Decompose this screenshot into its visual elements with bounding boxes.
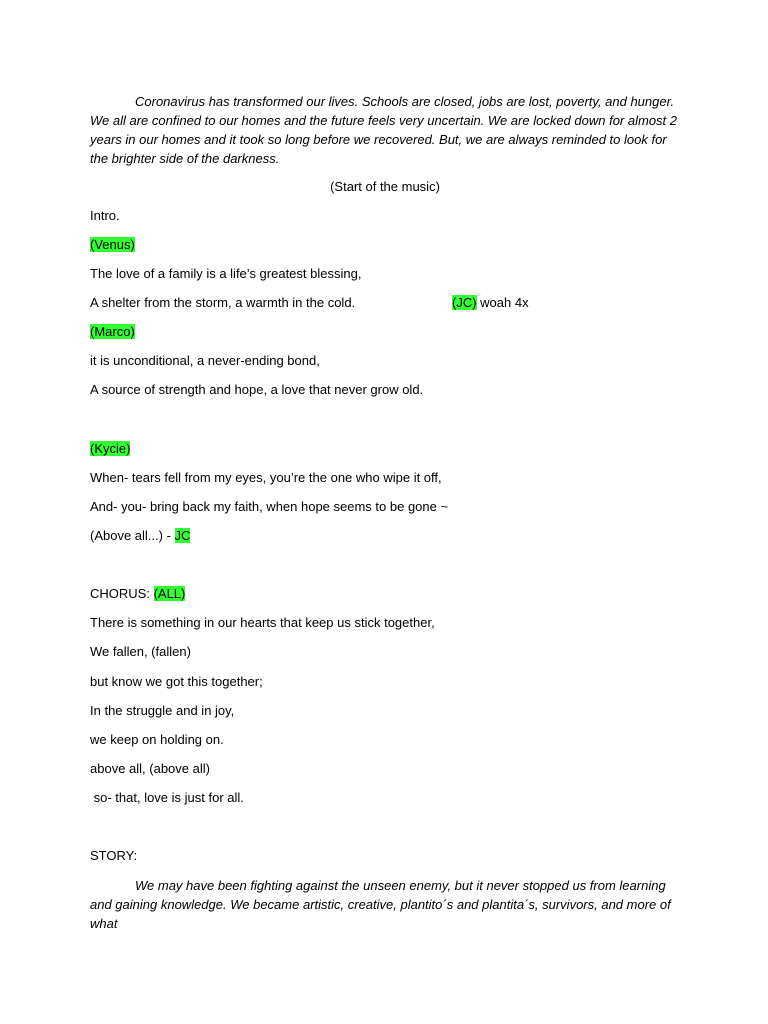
side-note [452, 294, 529, 311]
chorus-line: There is something in our hearts that keep us stick together, [90, 615, 435, 630]
singer-tag: (Marco) [90, 324, 135, 339]
lyric-line: The love of a family is a life’s greatest blessing, [90, 266, 362, 281]
singer-venus [90, 236, 135, 253]
music-note: (Start of the music) [330, 179, 440, 194]
chorus-line: above all, (above all) [90, 761, 210, 776]
chorus-line: but know we got this together; [90, 674, 263, 689]
chorus-title: CHORUS: [90, 586, 154, 601]
singer-tag: (Kycie) [90, 441, 131, 456]
chorus-label [90, 585, 185, 602]
lyric-line: And- you- bring back my faith, when hope seems to be gone ~ [90, 499, 449, 514]
lyric-text: (Above all...) - [90, 528, 175, 543]
chorus-line: we keep on holding on. [90, 732, 224, 747]
singer-tag: JC [174, 528, 191, 543]
singer-tag: (JC) [452, 295, 477, 310]
chorus-line: so- that, love is just for all. [90, 790, 244, 805]
intro-paragraph: Coronavirus has transformed our lives. Schools are closed, jobs are lost, poverty, and hunger. We all are confined to our homes and the future feels very uncertain. We are locked down for almost 2 years in our homes and it took so long before we recovered. But, we are always reminded to look for the brighter side of the darkness. [90, 94, 677, 166]
document-body [90, 92, 680, 168]
side-note-text: woah 4x [476, 295, 529, 310]
lyric-line: A source of strength and hope, a love that never grow old. [90, 382, 424, 397]
chorus-line: In the struggle and in joy, [90, 703, 235, 718]
lyric-line [90, 527, 190, 544]
lyric-line: When- tears fell from my eyes, you’re the one who wipe it off, [90, 470, 442, 485]
singer-kycie [90, 440, 130, 457]
chorus-line: We fallen, (fallen) [90, 644, 191, 659]
story-label: STORY: [90, 848, 138, 863]
singer-tag: (Venus) [90, 237, 135, 252]
intro-label: Intro. [90, 208, 120, 223]
lyric-line: it is unconditional, a never-ending bond, [90, 353, 320, 368]
singer-marco [90, 323, 135, 340]
lyric-line: A shelter from the storm, a warmth in the cold. [90, 295, 356, 310]
singer-tag: (ALL) [153, 586, 186, 601]
story-paragraph: We may have been fighting against the unseen enemy, but it never stopped us from learning and gaining knowledge. We became artistic, creative, plantito´s and plantita´s, survivors, and more of what [90, 878, 671, 931]
